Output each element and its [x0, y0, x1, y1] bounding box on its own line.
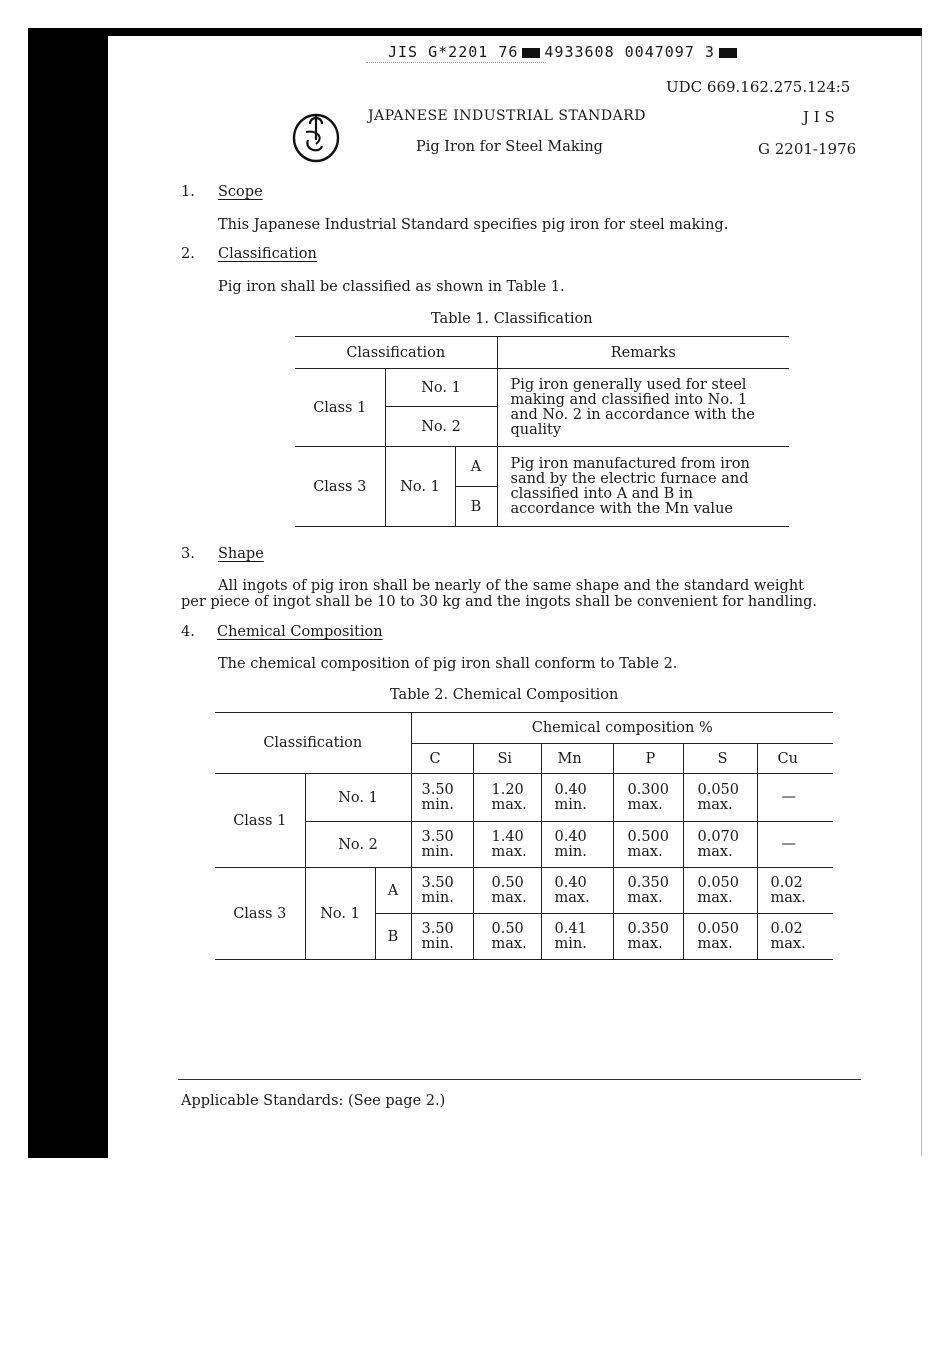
scan-border-top — [28, 28, 922, 36]
section-2-number: 2. — [181, 246, 195, 262]
table2-sub-a: A — [375, 868, 411, 914]
table2-caption: Table 2. Chemical Composition — [390, 687, 619, 703]
table2-row-label: No. 2 — [305, 822, 411, 868]
page-title: Pig Iron for Steel Making — [416, 139, 603, 155]
scan-border-left — [28, 28, 108, 1158]
table-cell: 3.50 min. — [411, 914, 473, 960]
table-cell: 0.40 max. — [541, 868, 613, 914]
table1-head-remarks: Remarks — [610, 344, 676, 361]
footer-rule — [178, 1079, 861, 1080]
table-cell: 0.350 max. — [613, 868, 683, 914]
classification-table — [295, 336, 789, 527]
table-cell: — — [781, 836, 796, 852]
table-cell: 0.50 max. — [473, 914, 541, 960]
section-3-text-line1: All ingots of pig iron shall be nearly of the same shape and the standard weight — [218, 578, 804, 594]
document-code: JIS G*2201 76 4933608 0047097 3 — [388, 43, 741, 61]
table-cell: 0.500 max. — [613, 822, 683, 868]
table2-sub-b: B — [375, 914, 411, 960]
table-cell: 0.350 max. — [613, 914, 683, 960]
table1-remarks3: Pig iron manufactured from iron sand by the electric furnace and classified into A and B in accordance with the Mn value — [497, 447, 789, 527]
table2-class1: Class 1 — [215, 774, 305, 868]
org-name: JAPANESE INDUSTRIAL STANDARD — [368, 108, 646, 124]
table-cell: 0.41 min. — [541, 914, 613, 960]
table1-no1: No. 1 — [385, 369, 497, 407]
table1-sub-a: A — [455, 447, 497, 487]
element-mn: Mn — [541, 744, 613, 774]
table-cell: 1.40 max. — [473, 822, 541, 868]
table-cell: 0.40 min. — [541, 774, 613, 822]
table1-remarks1: Pig iron generally used for steel making and classified into No. 1 and No. 2 in accordance with the quality — [497, 369, 789, 447]
table1-sub-b: B — [455, 487, 497, 527]
table2-row-label: No. 1 — [305, 774, 411, 822]
section-1-text: This Japanese Industrial Standard specifies pig iron for steel making. — [218, 217, 729, 233]
section-3-title: Shape — [218, 546, 264, 562]
table-cell: 0.070 max. — [683, 822, 757, 868]
element-c: C — [411, 744, 473, 774]
table2-head-classification: Classification — [215, 713, 411, 774]
table-cell: 0.50 max. — [473, 868, 541, 914]
table-cell: 0.300 max. — [613, 774, 683, 822]
section-1-number: 1. — [181, 184, 195, 200]
jis-mark-icon — [290, 110, 346, 170]
section-1-title: Scope — [218, 184, 263, 200]
table-cell: 0.050 max. — [683, 774, 757, 822]
section-4-title: Chemical Composition — [217, 624, 383, 640]
table-cell: 0.050 max. — [683, 868, 757, 914]
table-cell: 0.02 max. — [770, 920, 806, 952]
element-s: S — [683, 744, 757, 774]
element-cu: Cu — [777, 750, 798, 767]
page-edge — [921, 36, 922, 1156]
section-4-text: The chemical composition of pig iron shall conform to Table 2. — [218, 656, 678, 672]
table-cell: 0.40 min. — [541, 822, 613, 868]
table1-caption: Table 1. Classification — [431, 311, 593, 327]
table-cell: 1.20 max. — [473, 774, 541, 822]
udc-number: UDC 669.162.275.124:5 — [666, 78, 851, 96]
element-si: Si — [473, 744, 541, 774]
section-2-text: Pig iron shall be classified as shown in Table 1. — [218, 279, 565, 295]
table1-class3-no: No. 1 — [385, 447, 455, 527]
table1-class3: Class 3 — [295, 447, 385, 527]
code-rule — [366, 62, 546, 63]
section-4-number: 4. — [181, 624, 195, 640]
section-2-title: Classification — [218, 246, 317, 262]
table2-row-label: No. 1 — [305, 868, 375, 960]
table-cell: 0.050 max. — [683, 914, 757, 960]
table-cell: 3.50 min. — [411, 774, 473, 822]
table-cell: 3.50 min. — [411, 868, 473, 914]
chemical-composition-table — [215, 712, 833, 960]
table2-class3: Class 3 — [215, 868, 305, 960]
jis-label: J I S — [803, 108, 835, 126]
section-3-number: 3. — [181, 546, 195, 562]
table1-head-classification: Classification — [295, 337, 497, 369]
applicable-standards: Applicable Standards: (See page 2.) — [181, 1093, 446, 1109]
table-cell: 0.02 max. — [770, 874, 806, 906]
standard-number: G 2201-1976 — [758, 140, 857, 158]
table-cell: 3.50 min. — [411, 822, 473, 868]
table1-no2: No. 2 — [385, 407, 497, 447]
section-3-text-line2: per piece of ingot shall be 10 to 30 kg and the ingots shall be convenient for handling. — [181, 594, 818, 610]
element-p: P — [613, 744, 683, 774]
table2-head-chemical: Chemical composition % — [411, 713, 833, 744]
table-cell: — — [781, 789, 796, 805]
table1-class1: Class 1 — [295, 369, 385, 447]
